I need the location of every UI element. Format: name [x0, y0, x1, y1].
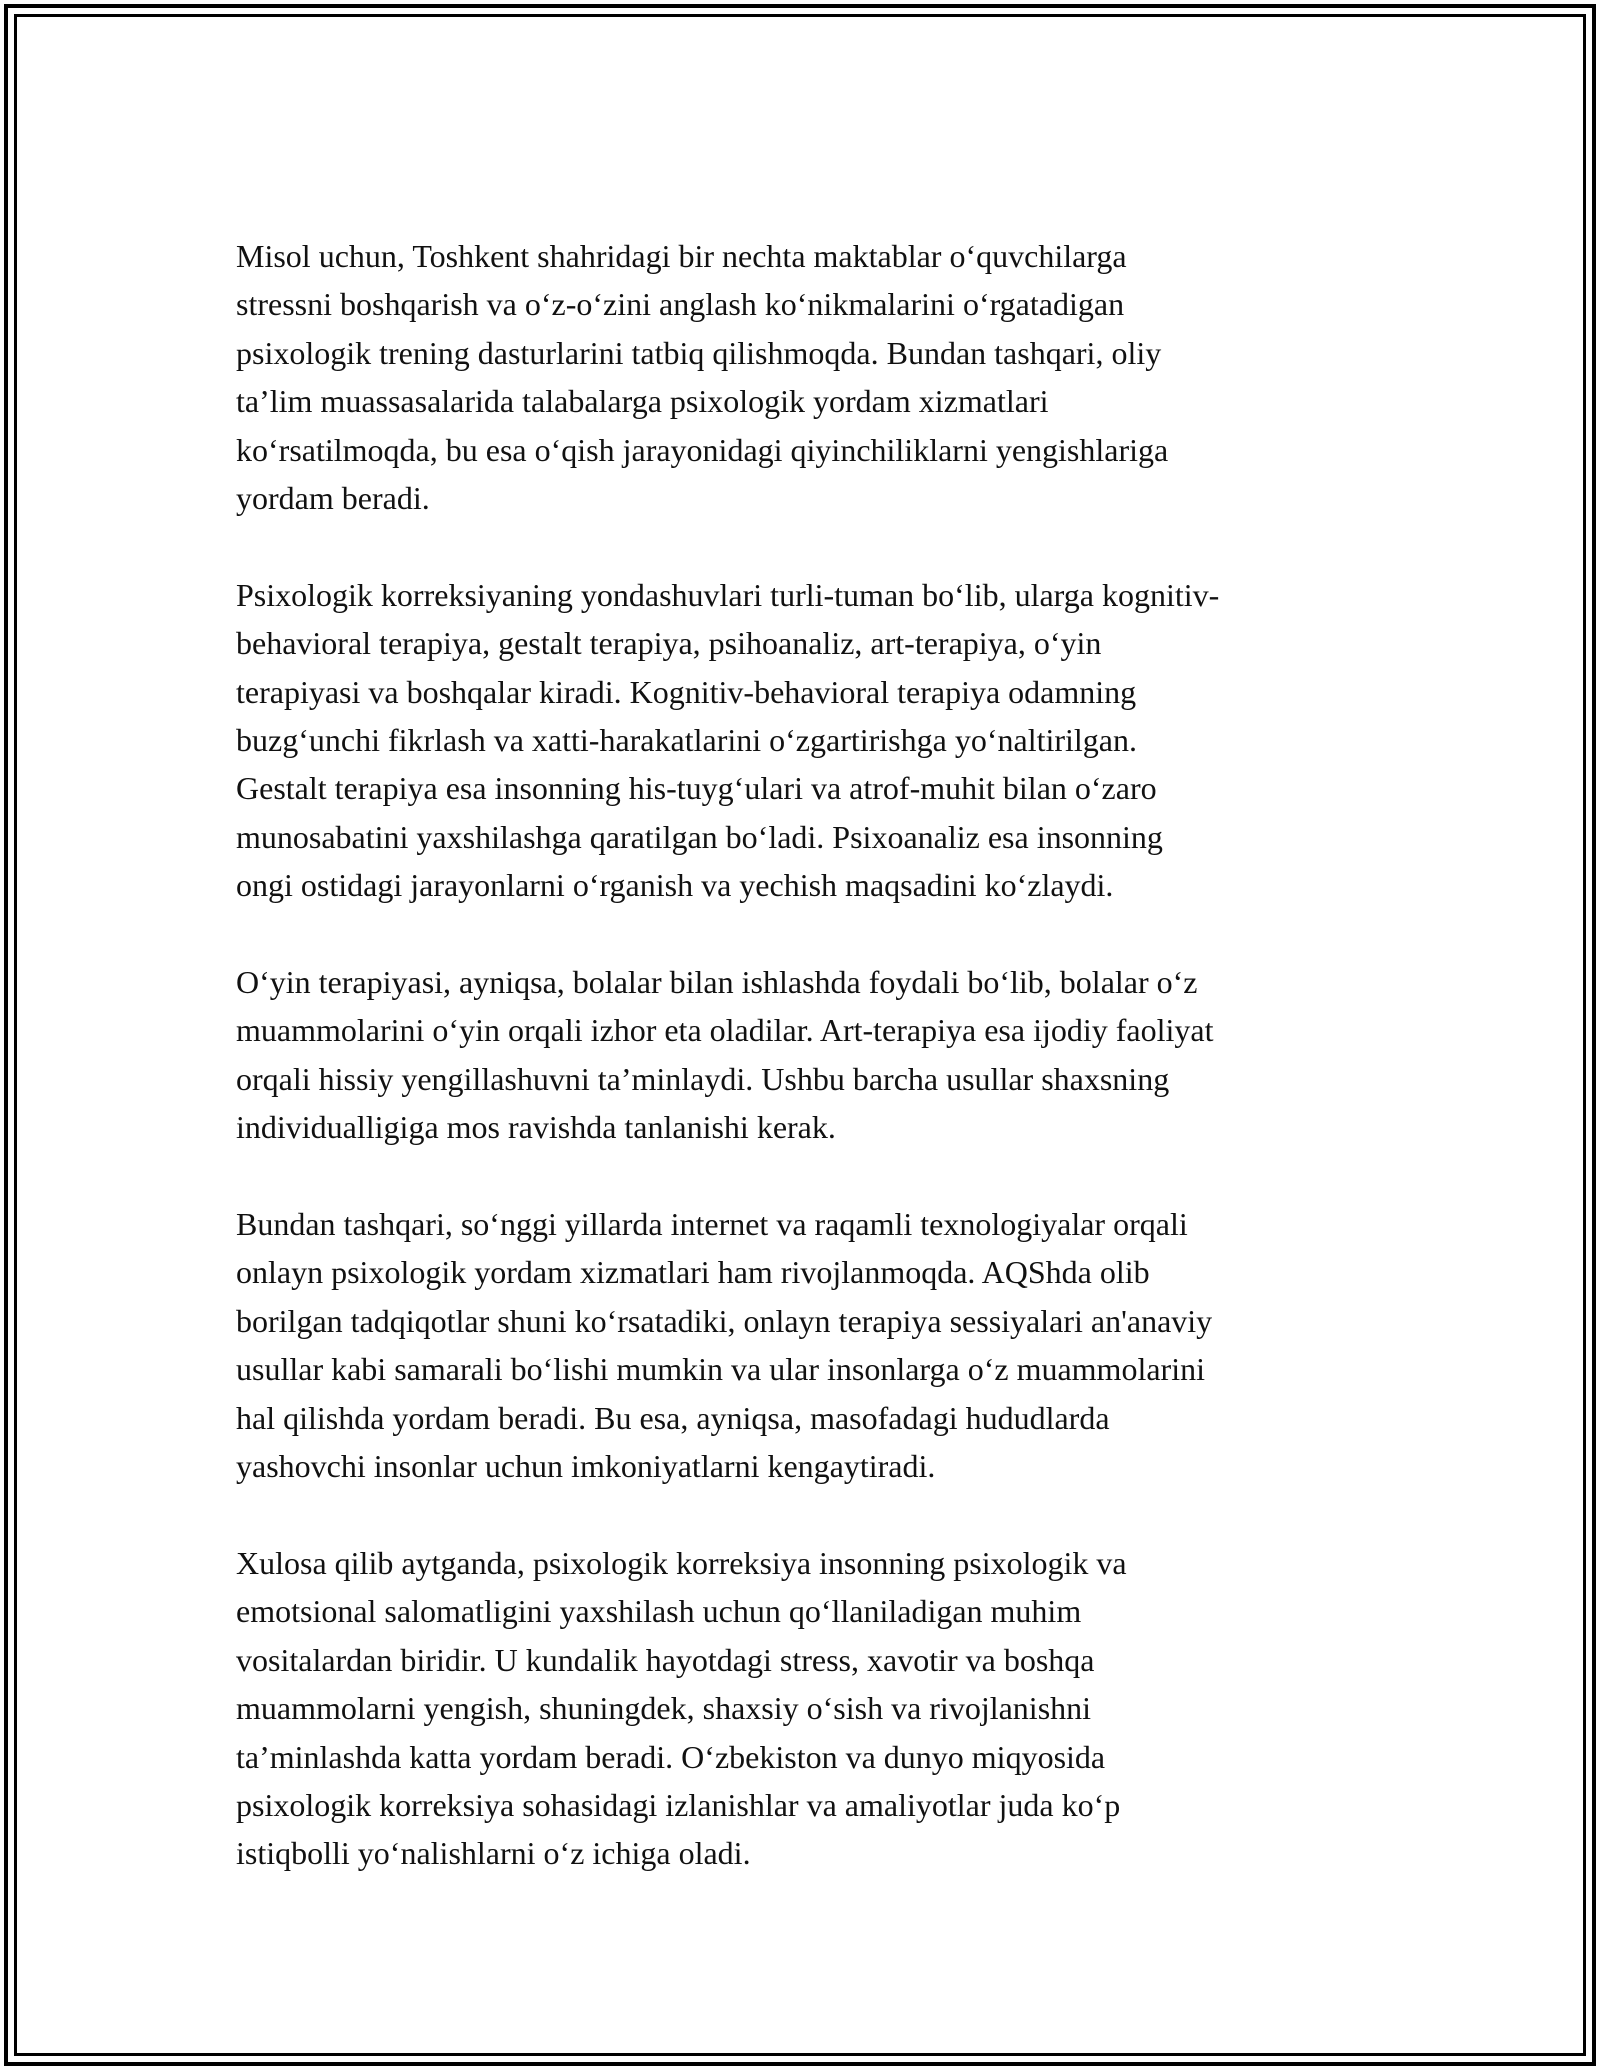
- paragraph-school-programs: Misol uchun, Toshkent shahridagi bir nechta maktablar o‘quvchilarga stressni boshqarish va o‘z-o‘zini anglash ko‘nikmalarini o‘rgatadigan psixologik trening dasturlarini tatbiq qilishmoqda. Bundan tashqari, oliy ta’lim muassasalarida talabalarga psixologik yordam xizmatlari ko‘rsatilmoqda, bu esa o‘qish jarayonidagi qiyinchiliklarni yengishlariga yordam beradi.: [236, 238, 1169, 517]
- paragraph-conclusion: Xulosa qilib aytganda, psixologik korreksiya insonning psixologik va emotsional salomatligini yaxshilash uchun qo‘llaniladigan muhim vositalardan biridir. U kundalik hayotdagi stress, xavotir va boshqa muammolarni yengish, shuningdek, shaxsiy o‘sish va rivojlanishni ta’minlashda katta yordam beradi. O‘zbekiston va dunyo miqyosida psixologik korreksiya sohasidagi izlanishlar va amaliyotlar juda ko‘p istiqbolli yo‘nalishlarni o‘z ichiga oladi.: [236, 1544, 1127, 1872]
- paragraph-correction-approaches: Psixologik korreksiyaning yondashuvlari turli-tuman bo‘lib, ularga kognitiv- behavioral terapiya, gestalt terapiya, psihoanaliz, art-terapiya, o‘yin terapiyasi va boshqalar kiradi. Kognitiv-behavioral terapiya odamning buzg‘unchi fikrlash va xatti-harakatlarini o‘zgartirishga yo‘naltirilgan. Gestalt terapiya esa insonning his-tuyg‘ulari va atrof-muhit bilan o‘zaro munosabatini yaxshilashga qaratilgan bo‘ladi. Psixoanaliz esa insonning ongi ostidagi jarayonlarni o‘rganish va yechish maqsadini ko‘zlaydi.: [236, 576, 1220, 904]
- document-body: [236, 232, 1376, 1878]
- paragraph-online-help: Bundan tashqari, so‘nggi yillarda internet va raqamli texnologiyalar orqali onlayn psixologik yordam xizmatlari ham rivojlanmoqda. AQShda olib borilgan tadqiqotlar shuni ko‘rsatadiki, onlayn terapiya sessiyalari an'anaviy usullar kabi samarali bo‘lishi mumkin va ular insonlarga o‘z muammolarini hal qilishda yordam beradi. Bu esa, ayniqsa, masofadagi hududlarda yashovchi insonlar uchun imkoniyatlarni kengaytiradi.: [236, 1206, 1213, 1485]
- paragraph-play-art-therapy: O‘yin terapiyasi, ayniqsa, bolalar bilan ishlashda foydali bo‘lib, bolalar o‘z muammolarini o‘yin orqali izhor eta oladilar. Art-terapiya esa ijodiy faoliyat orqali hissiy yengillashuvni ta’minlaydi. Ushbu barcha usullar shaxsning individualligiga mos ravishda tanlanishi kerak.: [236, 964, 1214, 1146]
